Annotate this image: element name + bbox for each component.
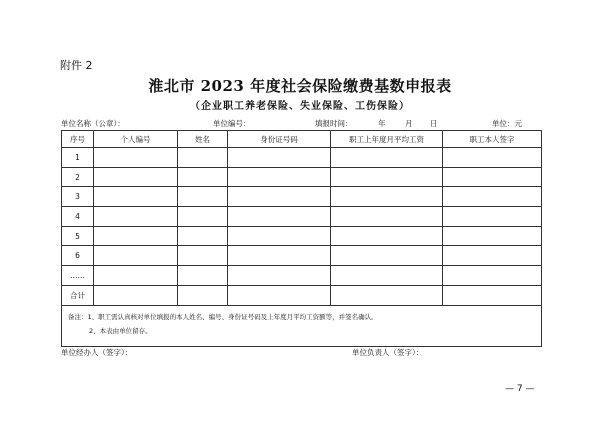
handler-signature-label: 单位经办人（签字）： bbox=[61, 348, 133, 357]
id-card-cell[interactable] bbox=[228, 148, 331, 168]
fill-time-label: 填报时间： bbox=[315, 119, 353, 128]
unit-code-label: 单位编号： bbox=[213, 119, 251, 128]
signature-cell[interactable] bbox=[443, 285, 542, 305]
salary-cell[interactable] bbox=[331, 187, 443, 207]
name-cell[interactable] bbox=[178, 285, 228, 305]
table-row bbox=[62, 167, 542, 187]
name-cell[interactable] bbox=[178, 148, 228, 168]
signature-cell[interactable] bbox=[443, 226, 542, 246]
personal-id-cell[interactable] bbox=[94, 246, 178, 266]
column-header: 身份证号码 bbox=[228, 131, 331, 148]
column-header: 个人编号 bbox=[94, 131, 178, 148]
personal-id-cell[interactable] bbox=[94, 207, 178, 227]
signature-cell[interactable] bbox=[443, 148, 542, 168]
personal-id-cell[interactable] bbox=[94, 167, 178, 187]
id-card-cell[interactable] bbox=[228, 187, 331, 207]
signature-cell[interactable] bbox=[443, 167, 542, 187]
salary-cell[interactable] bbox=[331, 167, 443, 187]
name-cell[interactable] bbox=[178, 266, 228, 286]
note-row bbox=[62, 305, 542, 346]
column-header: 职工本人签字 bbox=[443, 131, 542, 148]
id-card-cell[interactable] bbox=[228, 207, 331, 227]
table-row bbox=[62, 148, 542, 168]
page-number: — 7 — bbox=[505, 384, 535, 394]
name-cell[interactable] bbox=[178, 246, 228, 266]
column-header: 职工上年度月平均工资 bbox=[331, 131, 443, 148]
name-cell[interactable] bbox=[178, 226, 228, 246]
id-card-cell[interactable] bbox=[228, 246, 331, 266]
form-subtitle: （企业职工养老保险、失业保险、工伤保险） bbox=[190, 101, 410, 112]
table-row bbox=[62, 187, 542, 207]
salary-cell[interactable] bbox=[331, 266, 443, 286]
table-row bbox=[62, 226, 542, 246]
form-title: 淮北市 2023 年度社会保险缴费基数申报表 bbox=[148, 77, 452, 95]
salary-cell[interactable] bbox=[331, 207, 443, 227]
signature-cell[interactable] bbox=[443, 187, 542, 207]
signature-cell[interactable] bbox=[443, 266, 542, 286]
salary-cell[interactable] bbox=[331, 285, 443, 305]
table-row bbox=[62, 207, 542, 227]
row-number: 5 bbox=[62, 226, 94, 246]
row-number: 3 bbox=[62, 187, 94, 207]
name-cell[interactable] bbox=[178, 167, 228, 187]
row-number: 合计 bbox=[62, 285, 94, 305]
row-number: 1 bbox=[62, 148, 94, 168]
id-card-cell[interactable] bbox=[228, 167, 331, 187]
currency-unit-label: 单位：元 bbox=[492, 119, 522, 128]
row-number: …… bbox=[62, 266, 94, 286]
name-cell[interactable] bbox=[178, 187, 228, 207]
table-row bbox=[62, 266, 542, 286]
table-row bbox=[62, 246, 542, 266]
year-label: 年 bbox=[378, 119, 386, 128]
row-number: 4 bbox=[62, 207, 94, 227]
note-cell bbox=[62, 305, 542, 346]
salary-cell[interactable] bbox=[331, 246, 443, 266]
personal-id-cell[interactable] bbox=[94, 187, 178, 207]
column-header: 序号 bbox=[62, 131, 94, 148]
declaration-table bbox=[61, 130, 542, 347]
column-header: 姓名 bbox=[178, 131, 228, 148]
personal-id-cell[interactable] bbox=[94, 226, 178, 246]
personal-id-cell[interactable] bbox=[94, 266, 178, 286]
salary-cell[interactable] bbox=[331, 148, 443, 168]
id-card-cell[interactable] bbox=[228, 266, 331, 286]
name-cell[interactable] bbox=[178, 207, 228, 227]
row-number: 2 bbox=[62, 167, 94, 187]
signature-cell[interactable] bbox=[443, 207, 542, 227]
salary-cell[interactable] bbox=[331, 226, 443, 246]
unit-name-label: 单位名称（公章）： bbox=[61, 119, 125, 128]
note-line-1: 备注：1、职工需认真核对单位填报的本人姓名、编号、身份证号码及上年度月平均工资额等，并签名确认。 bbox=[68, 312, 378, 321]
signature-cell[interactable] bbox=[443, 246, 542, 266]
id-card-cell[interactable] bbox=[228, 226, 331, 246]
leader-signature-label: 单位负责人（签字）： bbox=[352, 348, 424, 357]
month-label: 月 bbox=[405, 119, 413, 128]
table-row-total bbox=[62, 285, 542, 305]
day-label: 日 bbox=[430, 119, 438, 128]
note-line-2: 2、本表由单位留存。 bbox=[89, 326, 152, 335]
personal-id-cell[interactable] bbox=[94, 285, 178, 305]
table-header-row bbox=[62, 131, 542, 148]
attachment-label: 附件 2 bbox=[60, 59, 93, 72]
id-card-cell[interactable] bbox=[228, 285, 331, 305]
personal-id-cell[interactable] bbox=[94, 148, 178, 168]
row-number: 6 bbox=[62, 246, 94, 266]
